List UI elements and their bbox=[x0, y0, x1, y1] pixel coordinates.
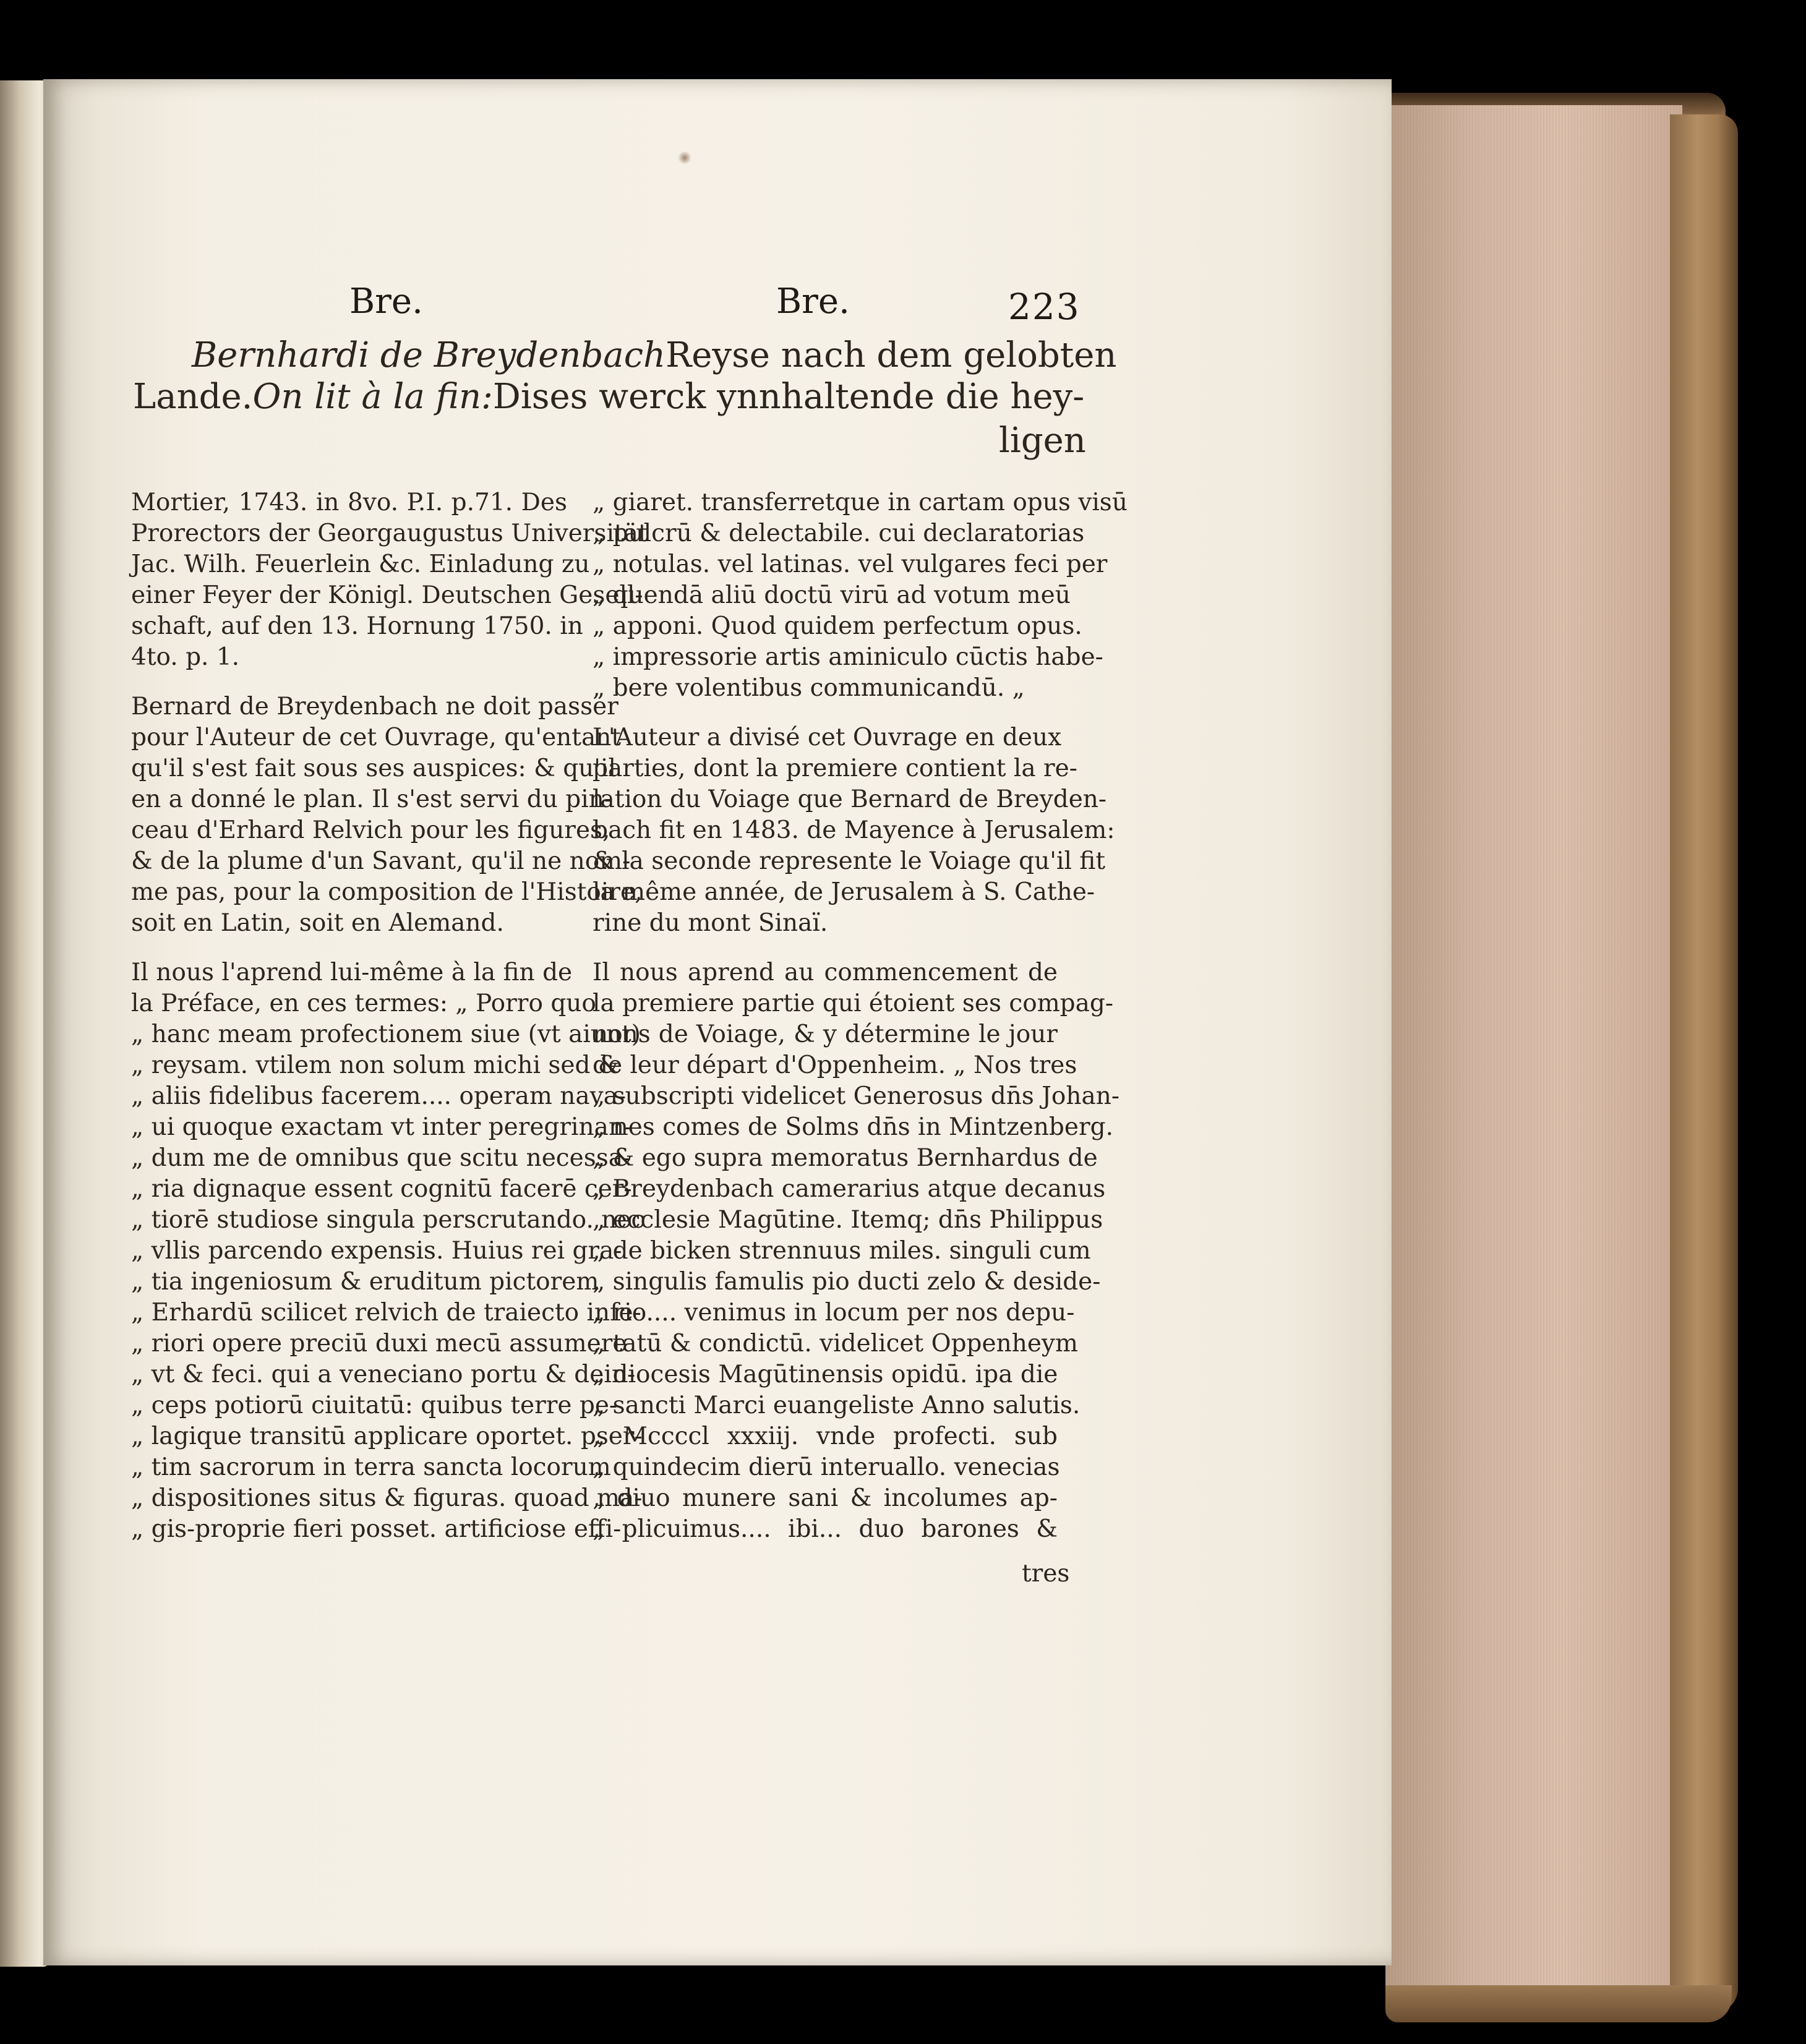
text-line: „ lagique transitū applicare oportet. pser- bbox=[131, 1422, 643, 1450]
text-line: la même année, de Jerusalem à S. Cathe- bbox=[593, 878, 1095, 906]
page-number: 223 bbox=[1008, 286, 1081, 328]
text-line: „ diuo munere sani & incolumes ap- bbox=[593, 1484, 1058, 1512]
text-line: ceau d'Erhard Relvich pour les figures, bbox=[131, 816, 610, 844]
text-line: „ ui quoque exactam vt inter peregrinan- bbox=[131, 1113, 633, 1141]
text-line: „ gis-proprie fieri posset. artificiose effi- bbox=[131, 1515, 622, 1543]
paragraph-gap bbox=[131, 673, 567, 691]
page-block-edge bbox=[1385, 105, 1682, 2010]
text-line: einer Feyer der Königl. Deutschen Gesell- bbox=[131, 581, 643, 609]
text-line: & de la plume d'un Savant, qu'il ne nom- bbox=[131, 847, 631, 875]
title-on-lit: On lit à la fin: bbox=[252, 377, 493, 417]
text-line: „ notulas. vel latinas. vel vulgares feci per bbox=[593, 550, 1108, 578]
running-head-left: Bre. bbox=[349, 281, 423, 322]
text-line: „ diocesis Magūtinensis opidū. ipa die bbox=[593, 1361, 1058, 1388]
text-line: Bernard de Breydenbach ne doit passer bbox=[131, 693, 618, 721]
text-line: „ tiorē studiose singula perscrutando. nec bbox=[131, 1206, 645, 1234]
text-line: „ ecclesie Magūtine. Itemq; dn̄s Philippus bbox=[593, 1206, 1103, 1234]
text-line: parties, dont la premiere contient la re- bbox=[593, 755, 1077, 782]
title-text: Reyse nach dem gelobten bbox=[665, 335, 1117, 375]
text-line: „ rio.... venimus in locum per nos depu- bbox=[593, 1299, 1075, 1327]
entry-title-line-2 bbox=[133, 377, 1085, 417]
entry-title-line-3: ligen bbox=[999, 421, 1086, 461]
text-line: „ tim sacrorum in terra sancta locorum bbox=[131, 1453, 611, 1481]
text-line: „ vllis parcendo expensis. Huius rei gra- bbox=[131, 1237, 622, 1265]
text-line: schaft, auf den 13. Hornung 1750. in bbox=[131, 612, 583, 640]
text-line: „ dum me de omnibus que scitu necessa- bbox=[131, 1144, 631, 1172]
text-line: „ hanc meam profectionem siue (vt aiunt) bbox=[131, 1020, 641, 1048]
text-line: & la seconde represente le Voiage qu'il fit bbox=[593, 847, 1105, 875]
paragraph-gap bbox=[131, 939, 567, 957]
entry-title-line-1 bbox=[133, 335, 1117, 375]
text-line: „ & ego supra memoratus Bernhardus de bbox=[593, 1144, 1098, 1172]
text-line: „ giaret. transferretque in cartam opus visū bbox=[593, 489, 1128, 516]
text-line: „ tatū & condictū. videlicet Oppenheym bbox=[593, 1330, 1078, 1358]
paragraph-gap bbox=[593, 939, 1058, 957]
text-line: Mortier, 1743. in 8vo. P.I. p.71. Des bbox=[131, 489, 567, 516]
text-line: 4to. p. 1. bbox=[131, 643, 240, 671]
text-line: „ quendā aliū doctū virū ad votum meū bbox=[593, 581, 1071, 609]
left-text-column bbox=[131, 487, 648, 1545]
text-line: „ dispositiones situs & figuras. quoad ma- bbox=[131, 1484, 643, 1512]
running-head-center: Bre. bbox=[776, 281, 850, 322]
text-line: „ pulcrū & delectabile. cui declaratorias bbox=[593, 520, 1085, 547]
text-line: „ apponi. Quod quidem perfectum opus. bbox=[593, 612, 1082, 640]
text-line: pour l'Auteur de cet Ouvrage, qu'entant bbox=[131, 724, 621, 751]
text-line: „ riori opere preciū duxi mecū assumere bbox=[131, 1330, 627, 1358]
text-line: „ vt & feci. qui a veneciano portu & dein- bbox=[131, 1361, 636, 1388]
paragraph-gap bbox=[593, 704, 1058, 722]
text-line: nons de Voiage, & y détermine le jour bbox=[593, 1020, 1058, 1048]
text-line: „ de bicken strennuus miles. singuli cum bbox=[593, 1237, 1091, 1265]
text-line: L'Auteur a divisé cet Ouvrage en deux bbox=[593, 724, 1062, 751]
text-line: „ aliis fidelibus facerem.... operam nava- bbox=[131, 1082, 627, 1110]
text-line: „ nes comes de Solms dn̄s in Mintzenberg. bbox=[593, 1113, 1113, 1141]
text-line: „ tia ingeniosum & eruditum pictorem bbox=[131, 1268, 599, 1296]
text-line: „ sancti Marci euangeliste Anno salutis. bbox=[593, 1392, 1081, 1419]
text-line: en a donné le plan. Il s'est servi du pin- bbox=[131, 785, 612, 813]
text-line: me pas, pour la composition de l'Histoire, bbox=[131, 878, 643, 906]
previous-page-edge bbox=[0, 80, 49, 1967]
text-line: „ Mccccl xxxiij. vnde profecti. sub bbox=[593, 1422, 1058, 1450]
text-line: soit en Latin, soit en Alemand. bbox=[131, 909, 504, 937]
book-cover-right bbox=[1670, 114, 1738, 2013]
text-line: „ bere volentibus communicandū. „ bbox=[593, 674, 1025, 702]
text-line: Prorectors der Georgaugustus Universität bbox=[131, 520, 648, 547]
text-line: „ impressorie artis aminiculo cūctis habe- bbox=[593, 643, 1103, 671]
text-line: „ Erhardū scilicet relvich de traiecto infe- bbox=[131, 1299, 641, 1327]
text-line: „ singulis famulis pio ducti zelo & deside- bbox=[593, 1268, 1101, 1296]
text-line: „ ria dignaque essent cognitū facerē cer- bbox=[131, 1175, 632, 1203]
page-blemish bbox=[677, 152, 692, 164]
text-line: la Préface, en ces termes: „ Porro quo bbox=[131, 990, 596, 1017]
text-line: „ Breydenbach camerarius atque decanus bbox=[593, 1175, 1106, 1203]
title-author: Bernhardi de Breydenbach bbox=[192, 335, 666, 375]
text-line: „ reysam. vtilem non solum michi sed & bbox=[131, 1051, 620, 1079]
catchword: tres bbox=[1022, 1560, 1070, 1588]
text-line: „ ceps potiorū ciuitatū: quibus terre pe- bbox=[131, 1392, 618, 1419]
text-line: Il nous l'aprend lui-même à la fin de bbox=[131, 959, 573, 986]
text-line: la premiere partie qui étoient ses compag- bbox=[593, 990, 1114, 1017]
text-line: bach fit en 1483. de Mayence à Jerusalem: bbox=[593, 816, 1115, 844]
text-line: „ plicuimus.... ibi... duo barones & bbox=[593, 1515, 1058, 1543]
book-cover-bottom bbox=[1385, 1985, 1732, 2022]
text-line: rine du mont Sinaï. bbox=[593, 909, 828, 937]
text-line: Il nous aprend au commencement de bbox=[593, 959, 1058, 986]
title-dises: Dises werck ynnhaltende die hey- bbox=[492, 377, 1085, 417]
text-line: qu'il s'est fait sous ses auspices: & qu'il bbox=[131, 755, 616, 782]
right-text-column bbox=[593, 487, 1128, 1545]
text-line: lation du Voiage que Bernard de Breyden- bbox=[593, 785, 1107, 813]
title-lande: Lande. bbox=[133, 377, 253, 417]
text-line: de leur départ d'Oppenheim. „ Nos tres bbox=[593, 1051, 1077, 1079]
text-line: Jac. Wilh. Feuerlein &c. Einladung zu bbox=[131, 550, 590, 578]
text-line: „ quindecim dierū interuallo. venecias bbox=[593, 1453, 1060, 1481]
text-line: „ subscripti videlicet Generosus dn̄s Johan- bbox=[593, 1082, 1120, 1110]
